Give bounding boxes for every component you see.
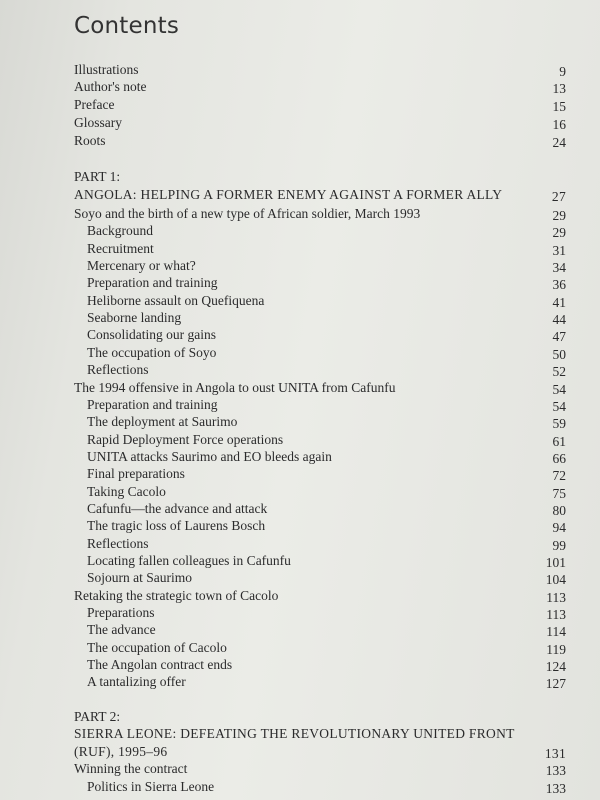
toc-entry-label: The tragic loss of Laurens Bosch <box>87 518 266 534</box>
toc-entry-page: 36 <box>552 277 566 293</box>
toc-entry-page: 54 <box>552 381 566 397</box>
toc-entry-label: Sojourn at Saurimo <box>87 570 192 586</box>
toc-entry-label: Retaking the strategic town of Cacolo <box>74 587 279 603</box>
toc-entry-label: The 1994 offensive in Angola to oust UNITA from Cafunfu <box>74 379 396 395</box>
toc-entry-page: 50 <box>552 346 566 362</box>
toc-entry-page: 99 <box>552 537 566 553</box>
toc-entry-page: 104 <box>545 572 566 588</box>
toc-entry-label: Glossary <box>74 115 122 130</box>
toc-entry-page: 59 <box>552 416 566 432</box>
part-2-heading: PART 2: <box>74 709 121 724</box>
toc-entry-label: Reflections <box>87 362 149 378</box>
toc-entry-page: 72 <box>552 468 566 484</box>
toc-entry-page: 114 <box>546 624 566 640</box>
toc-entry-label: Roots <box>74 133 106 148</box>
toc-entry-page: 29 <box>552 208 566 223</box>
toc-entry-label: The advance <box>87 622 156 638</box>
part-1-title: ANGOLA: HELPING A FORMER ENEMY AGAINST A FORMER ALLY <box>74 187 503 202</box>
toc-entry-page: 44 <box>552 312 566 328</box>
toc-entry-page: 131 <box>544 746 566 761</box>
toc-entry-label: The occupation of Soyo <box>87 344 217 360</box>
toc-entry-page: 16 <box>552 117 566 132</box>
toc-entry-page: 15 <box>552 99 566 114</box>
part-2-title-line-2: (RUF), 1995–96 <box>74 744 168 759</box>
toc-entry-label: Preparations <box>87 605 155 621</box>
toc-entry-page: 119 <box>546 641 566 657</box>
toc-entry-page: 27 <box>551 189 566 204</box>
toc-entry-page: 133 <box>545 780 566 796</box>
toc-entry-label: Preface <box>74 97 115 112</box>
part-1-heading: PART 1: <box>74 169 121 184</box>
toc-entry-label: Illustrations <box>74 62 139 77</box>
toc-entry-page: 66 <box>552 450 566 466</box>
toc-entry-label: The Angolan contract ends <box>87 657 233 673</box>
toc-entry-page: 41 <box>552 294 566 310</box>
toc-entry-label: A tantalizing offer <box>87 674 186 690</box>
toc-entry-page: 101 <box>545 555 566 570</box>
toc-entry-page: 94 <box>552 520 566 536</box>
toc-entry-page: 13 <box>552 81 566 96</box>
toc-entry-page: 52 <box>552 364 566 380</box>
toc-entry-label: Mercenary or what? <box>87 258 196 274</box>
toc-entry-page: 31 <box>552 242 566 258</box>
toc-entry-page: 75 <box>552 485 566 501</box>
page-title: Contents <box>74 13 180 39</box>
toc-entry-page: 113 <box>546 589 566 605</box>
toc-entry-label: UNITA attacks Saurimo and EO bleeds again <box>87 448 332 464</box>
toc-entry-label: The occupation of Cacolo <box>87 639 227 655</box>
toc-entry-label: The deployment at Saurimo <box>87 414 238 430</box>
toc-entry-page: 24 <box>552 135 566 150</box>
toc-entry-page: 34 <box>552 260 566 276</box>
toc-entry-page: 133 <box>545 763 566 778</box>
part-2-title-line-1: SIERRA LEONE: DEFEATING THE REVOLUTIONARY UNITED FRONT <box>74 726 515 741</box>
toc-entry-page: 124 <box>545 659 566 675</box>
toc-entry-page: 113 <box>546 607 566 623</box>
toc-entry-label: Winning the contract <box>74 761 188 776</box>
toc-entry-label: Reflections <box>87 535 149 551</box>
toc-entry-label: Cafunfu—the advance and attack <box>87 500 268 516</box>
toc-entry-page: 61 <box>552 433 566 449</box>
toc-entry-label: Final preparations <box>87 466 185 482</box>
toc-entry-label: Background <box>87 223 153 239</box>
toc-entry-page: 54 <box>552 398 566 414</box>
toc-entry-label: Seaborne landing <box>87 310 182 326</box>
toc-entry-page: 127 <box>545 676 566 692</box>
toc-entry-label: Consolidating our gains <box>87 327 216 343</box>
toc-entry-label: Recruitment <box>87 240 154 256</box>
toc-entry-label: Rapid Deployment Force operations <box>87 431 284 447</box>
toc-entry-label: Taking Cacolo <box>87 483 166 499</box>
toc-entry-label: Locating fallen colleagues in Cafunfu <box>87 553 291 568</box>
toc-entry-label: Heliborne assault on Quefiquena <box>87 292 265 308</box>
toc-entry-page: 80 <box>552 502 566 518</box>
toc-entry-page: 47 <box>552 329 566 345</box>
toc-entry-page: 29 <box>552 225 566 241</box>
toc-entry-page: 9 <box>559 64 566 79</box>
toc-entry-label: Preparation and training <box>87 396 218 412</box>
toc-entry-label: Preparation and training <box>87 275 218 291</box>
toc-entry-label: Politics in Sierra Leone <box>87 778 215 794</box>
toc-entry-label: Author's note <box>74 79 147 94</box>
toc-entry-label: Soyo and the birth of a new type of African soldier, March 1993 <box>74 206 421 221</box>
